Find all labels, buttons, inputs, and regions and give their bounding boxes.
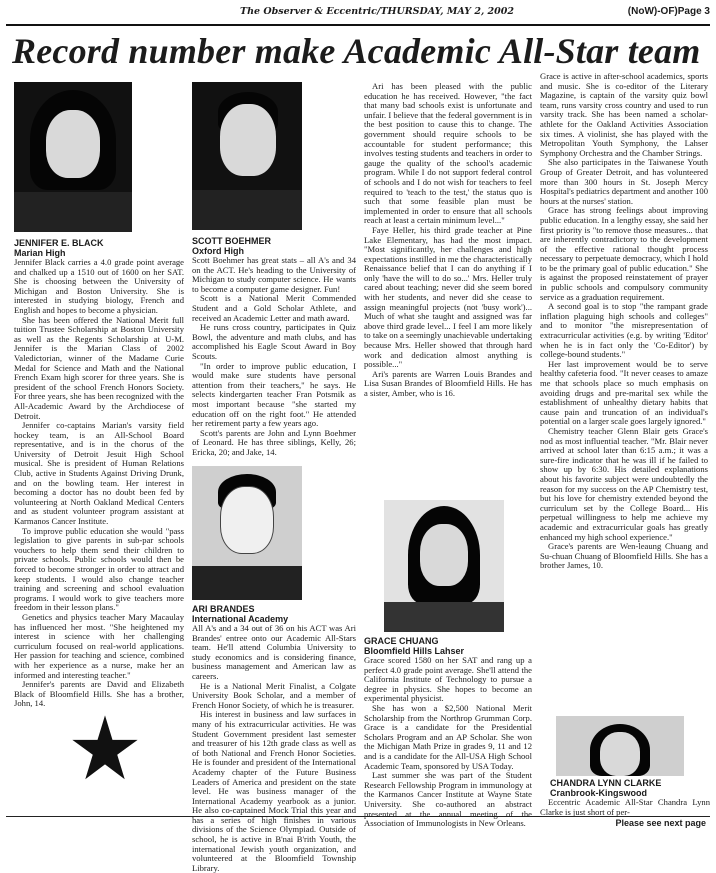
- student-photo-jennifer-black: [14, 82, 132, 232]
- student-school: Marian High: [14, 248, 66, 258]
- student-name: JENNIFER E. BLACK: [14, 238, 104, 248]
- page-number: (NoW)-OF)Page 3: [627, 6, 710, 17]
- paragraph: Last summer she was part of the Student Research Fellowship Program in immunology at the Karmanos Cancer Institute at Wayne State University. She co-authored an abstract presented at the annual meeting of the Association of Immunologists in New Orleans.: [364, 770, 532, 829]
- paragraph: Scott's parents are John and Lynn Boehmer of Leonard. He has three siblings, Kelly, 26; Ericka, 20; and Jake, 14.: [192, 427, 356, 457]
- paragraph: His interest in business and law surfaces in many of his extracurricular activities. He was Student Government president last semester and treasurer of his 12th grade class as well as of both National and French Honor Societies. He is founder and president of the International Academy chapter of the Future Business Leaders of America and president on the state level. He was business manager of the International Academy yearbook as a junior. He also co-captained Mock Trial this year and has a series of high finishes in various divisions of the Science Olympiad. Outside of school, he is active in B'nai B'rith Youth, the international Jewish youth organization, and volunteered at the Bloomfield Township Library.: [192, 709, 356, 873]
- continued-notice: Please see next page: [615, 818, 706, 828]
- paragraph: Jennifer co-captains Marian's varsity field hockey team, is an All-School Board representative, and is in the chorus of the University of Detroit Jesuit High School musical. She is president of Human Relations Club, active in Students Against Driving Drunk, and on the bowling team. Her interest in becoming a doctor has no doubt been fed by volunteering at North Oakland Medical Centers and as student volunteer program assistant at Karmanos Cancer Institute.: [14, 420, 184, 527]
- paragraph: Scott Boehmer has great stats – all A's and 34 on the ACT. He's heading to the University of Michigan to study computer science. He wants to become a computer game designer. Fun!: [192, 255, 356, 294]
- article-column-brandes-continued: [364, 82, 532, 498]
- paragraph: Faye Heller, his third grade teacher at Pine Lake Elementary, has had the most impact. "Most significantly, her challenges and high expectations instilled in me the characteristically Renaissance belief that I can do anything if I only 'have the will to do so...' Mrs. Heller truly cared about teaching; never did she seem bored with her students, and never did she cease to assign meaningful projects (not 'busy work')... Much of what she taught and assigned was far above third grade level... I feel I am more likely to take on a seemingly unachievable undertaking because Mrs. Heller showed that through hard work and dedication almost anything is possible...": [364, 224, 532, 370]
- paragraph: She also participates in the Taiwanese Youth Group of Greater Detroit, and has volunteered more than 300 hours in St. Joseph Mercy Hospital's pediatrics department and another 100 hours at the nurses' station.: [540, 157, 708, 206]
- paragraph: To improve public education she would "pass legislation to give parents in sub-par schools vouchers to help them send their children to private schools. Public schools would then be forced to become stronger in order to attract and keep students. I would also change teacher training and screening and school evaluation programs. I would work to give teachers more freedom in their lesson plans.": [14, 525, 184, 613]
- student-school: Cranbrook-Kingswood: [550, 788, 647, 798]
- paragraph: A second goal is to stop "the rampant grade inflation plaguing high schools and colleges" and to monitor "the misrepresentation of extracurricular activities (e.g. by writing 'Editor' when he is in fact only the 'Co-Editor') by college-bound students.": [540, 301, 708, 360]
- student-name: SCOTT BOEHMER: [192, 236, 272, 246]
- article-column-black: [14, 258, 184, 710]
- student-name: ARI BRANDES: [192, 604, 255, 614]
- student-name: GRACE CHUANG: [364, 636, 439, 646]
- student-name: CHANDRA LYNN CLARKE: [550, 778, 662, 788]
- paragraph: All A's and a 34 out of 36 on his ACT was Ari Brandes' entree onto our Academic All-Stars team. He'll attend Columbia University to study economics and is considering finance, business management and American law as careers.: [192, 623, 356, 681]
- student-photo-scott-boehmer: [192, 82, 302, 230]
- article-column-boehmer: [192, 256, 356, 462]
- paragraph: Grace's parents are Wen-leaung Chuang and Su-chuan Chuang of Bloomfield Hills. She has a brother James, 10.: [540, 541, 708, 571]
- publication-date-line: The Observer & Eccentric/THURSDAY, MAY 2, 2002: [240, 6, 514, 17]
- article-column-chuang-continued: [540, 72, 708, 712]
- paragraph: Genetics and physics teacher Mary Macaulay has influenced her most. "She heightened my interest in science with her challenging curriculum focused on real-world applications. Her passion for teaching and science, combined with her experience as a nurse, make her an informed and interesting teacher.": [14, 611, 184, 680]
- paragraph: Jennifer's parents are David and Elizabeth Black of Bloomfield Hills. She has a brother, John, 14.: [14, 679, 184, 709]
- paragraph: Grace is active in after-school academics, sports and music. She is co-editor of the Literary Magazine, is captain of the varsity quiz bowl team, runs varsity cross country and used to run varsity track. She has been named a scholar-athlete for the Oakland Activities Association six times. A violinist, she has played with the Metropolitan Youth Symphony, the Lahser Symphony Orchestra and the Chamber Strings.: [540, 71, 708, 158]
- student-school: Bloomfield Hills Lahser: [364, 646, 465, 656]
- paragraph: "In order to improve public education, I would make sure students have personal attention from their teachers," he says. He selects kindergarten teacher Fran Potsmik as most important because "she started my education off on the right foot." He attended her retirement party a few years ago.: [192, 360, 356, 429]
- article-column-brandes: [192, 623, 356, 873]
- paragraph: Jennifer Black carries a 4.0 grade point average and chalked up a 1510 out of 1600 on her SAT. She is choosing between the University of Michigan and Boston University. She is interested in studying biology, French and English and hopes to become a physician.: [14, 257, 184, 315]
- paragraph: Chemistry teacher Glenn Blair gets Grace's nod as most influential teacher. "Mr. Blair never arrived at school later than 6:15 a.m.; it was a sure-fire indicator that he was ill if he failed to show up by 6:30. His detailed explanations about his favorite subject were undoubtedly the reason for my success on the AP Chemistry test, but his love for chemistry extended beyond the curriculum set by the College Board... His perpetual willingness to help me achieve my academic and extracurricular goals has greatly enhanced my high school experience.": [540, 425, 708, 542]
- issue-date: THURSDAY, MAY 2, 2002: [380, 6, 514, 17]
- paragraph: Her last improvement would be to serve healthy cafeteria food. "It never ceases to amaze me that schools place so much emphasis on avoiding drugs and pre-marital sex while the establishment of unhealthy dietary habits that cause pain and truncation of an individual's potential on a larger scale goes largely ignored.": [540, 358, 708, 427]
- star-icon: [70, 714, 140, 782]
- student-photo-grace-chuang: [384, 500, 504, 632]
- paragraph: She has won a $2,500 National Merit Scholarship from the Northrop Grumman Corp. Grace is a candidate for the Presidential Scholars Program and an AP Scholar. She won the Michigan Math Prize in grades 9, 11 and 12 and is a candidate for the All-USA High School Academic Team, sponsored by USA Today.: [364, 702, 532, 771]
- page-header: [240, 6, 710, 22]
- paragraph: Ari has been pleased with the public education he has received. However, "the fact that many bad schools exist is unfortunate and unfair. I believe that the federal government is in the best position to cause this to change. The government should require schools to be accountable for student performance; this involves testing students and teachers in order to gauge the quality of the school's academic program. While I do not support federal control of schools and I do not wish for teachers to feel required to 'teach to the test,' the status quo is such that some feasible plan must be implemented in order to ensure that all schools reach at least a certain minimum level...": [364, 81, 532, 226]
- paragraph: Grace scored 1580 on her SAT and rang up a perfect 4.0 grade point average. She'll attend the California Institute of Technology to pursue a degree in physics. She hopes to become an experimental physicist.: [364, 655, 532, 704]
- header-rule: [6, 24, 710, 26]
- student-photo-chandra-clarke: [556, 716, 684, 776]
- paragraph: He runs cross country, participates in Quiz Bowl, the adventure and math clubs, and has accomplished his Eagle Scout Award in Boy Scouts.: [192, 322, 356, 361]
- paragraph: She has been offered the National Merit full tuition Trustee Scholarship at Boston University as well as the Regents Scholarship at U-M. Jennifer is the Marian Class of 2002 Valedictorian, winner of the Madame Curie Medal for Science and Math and the National French Exam high scorer for three years. She is president of the school French Honors Society. For three years, she has been recognized with the All-Academic Award by the Archdiocese of Detroit.: [14, 314, 184, 421]
- paragraph: Ari's parents are Warren Louis Brandes and Lisa Susan Brandes of Bloomfield Hills. He has a sister, Amber, who is 16.: [364, 368, 532, 398]
- article-column-chuang: [364, 655, 532, 829]
- student-school: International Academy: [192, 614, 289, 624]
- footer-rule: [6, 816, 710, 817]
- paragraph: Scott is a National Merit Commended Student and a Gold Scholar Athlete, and received an Academic Letter and math award.: [192, 293, 356, 323]
- student-school: Oxford High: [192, 246, 244, 256]
- student-photo-ari-brandes: [192, 466, 302, 600]
- headline: Record number make Academic All-Star team: [12, 31, 701, 71]
- paragraph: Grace has strong feelings about improving public education. In a lengthy essay, she said her first priority is "to remove those measures... that are inherently contradictory to the development of the effective rational thought process necessary to perpetuate democracy, which I hold to be the primary goal of public education." She is against the proposed reinstatement of prayer in public schools and compulsory community service as a graduation requirement.: [540, 205, 708, 302]
- article-column-clarke: [540, 798, 710, 818]
- paragraph: Eccentric Academic All-Star Chandra Lynn Clarke is just short of per-: [540, 797, 710, 817]
- paragraph: He is a National Merit Finalist, a Colgate University Book Scholar, and a member of French Honor Society, of which he is treasurer.: [192, 680, 356, 710]
- publication-name: The Observer & Eccentric: [240, 6, 377, 17]
